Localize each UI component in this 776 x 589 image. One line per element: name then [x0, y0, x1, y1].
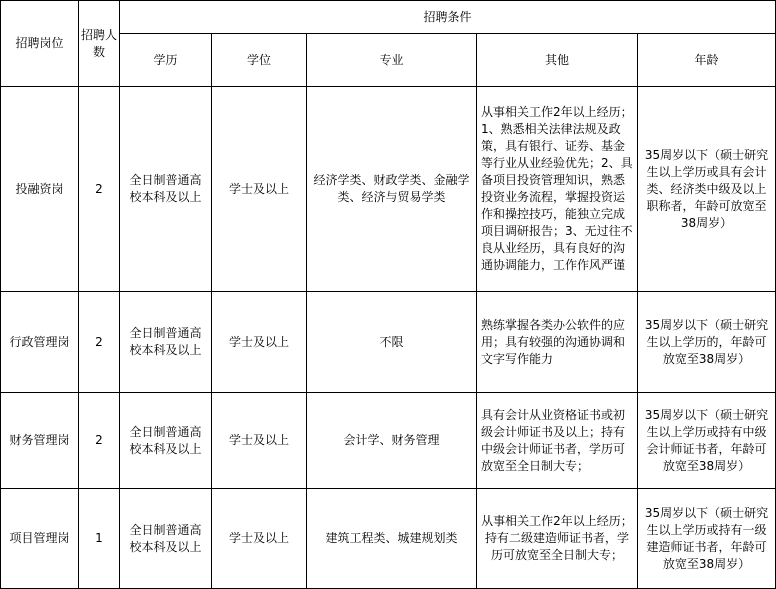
cell-major: 建筑工程类、城建规划类	[307, 489, 477, 589]
header-row-top	[1, 1, 776, 34]
cell-age: 35周岁以下（硕士研究生以上学历或持有一级建造师证书者，年龄可放宽至38周岁）	[638, 489, 776, 589]
cell-degree: 学士及以上	[212, 489, 307, 589]
table-row	[1, 292, 776, 393]
header-position: 招聘岗位	[1, 1, 79, 87]
cell-other: 具有会计从业资格证书或初级会计师证书及以上；持有中级会计师证书者，学历可放宽至全日制大专；	[477, 393, 638, 489]
cell-education: 全日制普通高校本科及以上	[120, 489, 212, 589]
header-conditions: 招聘条件	[120, 1, 776, 34]
cell-position: 财务管理岗	[1, 393, 79, 489]
table-row	[1, 87, 776, 292]
header-other: 其他	[477, 34, 638, 87]
cell-age: 35周岁以下（硕士研究生以上学历的，年龄可放宽至38周岁）	[638, 292, 776, 393]
cell-count: 2	[79, 87, 120, 292]
cell-count: 2	[79, 393, 120, 489]
cell-degree: 学士及以上	[212, 292, 307, 393]
cell-other: 从事相关工作2年以上经历；持有二级建造师证书者，学历可放宽至全日制大专；	[477, 489, 638, 589]
table-row	[1, 489, 776, 589]
cell-degree: 学士及以上	[212, 393, 307, 489]
cell-position: 行政管理岗	[1, 292, 79, 393]
cell-degree: 学士及以上	[212, 87, 307, 292]
header-degree: 学位	[212, 34, 307, 87]
cell-education: 全日制普通高校本科及以上	[120, 393, 212, 489]
cell-age: 35周岁以下（硕士研究生以上学历或持有中级会计师证书者，年龄可放宽至38周岁）	[638, 393, 776, 489]
table-row	[1, 393, 776, 489]
cell-major: 经济学类、财政学类、金融学类、经济与贸易学类	[307, 87, 477, 292]
cell-other: 从事相关工作2年以上经历；1、熟悉相关法律法规及政策，具有银行、证券、基金等行业从业经验优先；2、具备项目投资管理知识，熟悉投资业务流程，掌握投资运作和操控技巧，能独立完成项目调研报告；3、无过往不良从业经历，具有良好的沟通协调能力，工作作风严谨	[477, 87, 638, 292]
cell-count: 1	[79, 489, 120, 589]
cell-education: 全日制普通高校本科及以上	[120, 87, 212, 292]
header-education: 学历	[120, 34, 212, 87]
header-count: 招聘人数	[79, 1, 120, 87]
header-age: 年龄	[638, 34, 776, 87]
cell-count: 2	[79, 292, 120, 393]
cell-other: 熟练掌握各类办公软件的应用；具有较强的沟通协调和文字写作能力	[477, 292, 638, 393]
cell-education: 全日制普通高校本科及以上	[120, 292, 212, 393]
cell-major: 会计学、财务管理	[307, 393, 477, 489]
cell-age: 35周岁以下（硕士研究生以上学历或具有会计类、经济类中级及以上职称者，年龄可放宽至38周岁）	[638, 87, 776, 292]
header-major: 专业	[307, 34, 477, 87]
cell-position: 项目管理岗	[1, 489, 79, 589]
cell-major: 不限	[307, 292, 477, 393]
cell-position: 投融资岗	[1, 87, 79, 292]
